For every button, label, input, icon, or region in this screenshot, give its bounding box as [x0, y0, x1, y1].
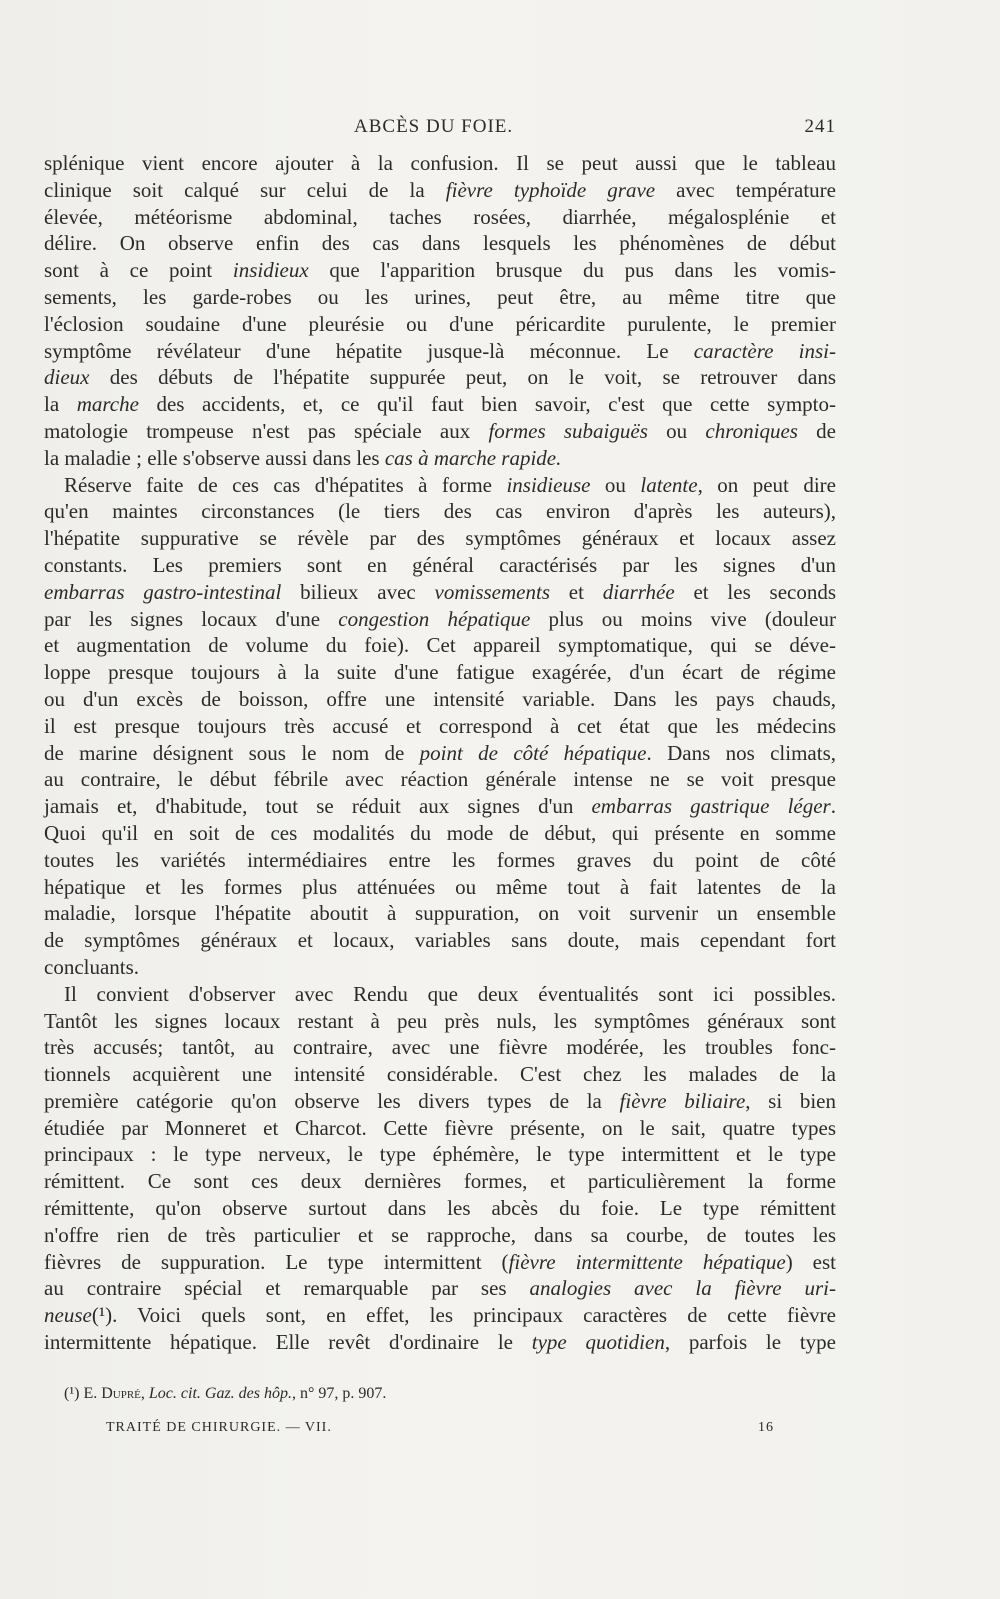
- page-footer: [106, 1420, 774, 1436]
- text-line: [44, 338, 836, 365]
- text-run: de marine désignent sous le nom de: [44, 740, 420, 765]
- text-run: l'hépatite suppurative se révèle par des symptômes généraux et locaux assez: [44, 526, 836, 551]
- running-title: ABCÈS DU FOIE.: [354, 116, 514, 137]
- text-run: la maladie ; elle s'observe aussi dans les: [44, 445, 385, 470]
- text-run: , on peut dire: [697, 472, 837, 497]
- italic-phrase: fièvre intermittente hépatique: [508, 1249, 786, 1274]
- text-run: loppe presque toujours à la suite d'une fatigue exagérée, d'un écart de régime: [44, 660, 836, 685]
- italic-phrase: insidieuse: [506, 472, 591, 497]
- text-run: au contraire, le début fébrile avec réaction générale intense ne se voit presque: [44, 767, 836, 792]
- body-text: [44, 150, 836, 1356]
- text-line: [44, 418, 836, 445]
- text-line: [44, 686, 836, 713]
- footnote-mark: (¹): [64, 1385, 80, 1402]
- text-run: . Dans nos climats,: [646, 740, 836, 765]
- page-header: [44, 116, 836, 138]
- text-line: [44, 1275, 836, 1302]
- text-run: rémittente, qu'on observe surtout dans les abcès du foie. Le type rémittent: [44, 1196, 836, 1221]
- text-run: élevée, météorisme abdominal, taches rosées, diarrhée, mégalosplénie et: [44, 204, 836, 229]
- text-run: l'éclosion soudaine d'une pleurésie ou d'une péricardite purulente, le premier: [44, 311, 836, 336]
- footnote: [64, 1385, 844, 1403]
- text-run: tionnels acquièrent une intensité considérable. C'est chez les malades de la: [44, 1062, 836, 1087]
- text-line: [44, 847, 836, 874]
- text-run: et augmentation de volume du foie). Cet appareil symptomatique, qui se déve-: [44, 633, 836, 658]
- text-line: [44, 472, 836, 499]
- italic-phrase: dieux: [44, 365, 90, 390]
- text-run: sements, les garde-robes ou les urines, peut être, au même titre que: [44, 284, 836, 309]
- text-run: de: [797, 418, 837, 443]
- text-run: matologie trompeuse n'est pas spéciale aux: [44, 418, 489, 443]
- text-line: [44, 954, 836, 981]
- footnote-reference: Loc. cit. Gaz. des hôp.: [148, 1385, 293, 1402]
- text-line: [44, 391, 836, 418]
- italic-phrase: analogies avec la fièvre uri-: [529, 1276, 836, 1301]
- text-run: par les signes locaux d'une: [44, 606, 339, 631]
- italic-phrase: vomissements: [434, 579, 550, 604]
- text-run: avec température: [655, 177, 836, 202]
- italic-phrase: point de côté hépatique: [419, 740, 647, 765]
- page-number: 241: [804, 116, 836, 137]
- italic-phrase: cas à marche rapide.: [384, 445, 562, 470]
- text-line: [44, 1195, 836, 1222]
- text-run: Il convient d'observer avec Rendu que deux éventualités sont ici possibles.: [64, 981, 836, 1006]
- italic-phrase: embarras gastrique léger: [591, 794, 831, 819]
- italic-phrase: chroniques: [705, 418, 798, 443]
- text-run: que l'apparition brusque du pus dans les vomis-: [308, 258, 836, 283]
- text-line: [44, 1222, 836, 1249]
- text-line: [44, 257, 836, 284]
- text-run: , si bien: [745, 1088, 836, 1113]
- text-line: [44, 445, 836, 472]
- text-line: [44, 498, 836, 525]
- footnote-details: , n° 97, p. 907.: [292, 1385, 387, 1402]
- text-line: [44, 552, 836, 579]
- text-line: [44, 1115, 836, 1142]
- text-line: [44, 1088, 836, 1115]
- text-run: concluants.: [44, 954, 140, 979]
- text-line: [44, 1008, 836, 1035]
- italic-phrase: latente: [640, 472, 698, 497]
- text-run: Quoi qu'il en soit de ces modalités du mode de début, qui présente en somme: [44, 820, 836, 845]
- italic-phrase: fièvre typhoïde grave: [445, 177, 656, 202]
- text-line: [44, 1168, 836, 1195]
- text-run: plus ou moins vive (douleur: [530, 606, 836, 631]
- text-line: [44, 606, 836, 633]
- text-line: [44, 311, 836, 338]
- italic-phrase: diarrhée: [602, 579, 675, 604]
- text-line: [44, 659, 836, 686]
- text-line: [44, 150, 836, 177]
- text-run: de symptômes généraux et locaux, variables sans doute, mais cependant fort: [44, 928, 836, 953]
- text-run: sont à ce point: [44, 258, 233, 283]
- text-line: [44, 204, 836, 231]
- text-run: fièvres de suppuration. Le type intermittent (: [44, 1249, 509, 1274]
- text-run: maladie, lorsque l'hépatite aboutit à suppuration, on voit survenir un ensemble: [44, 901, 836, 926]
- italic-phrase: caractère insi-: [693, 338, 836, 363]
- italic-phrase: neuse: [44, 1303, 92, 1328]
- text-line: [44, 579, 836, 606]
- text-line: [44, 284, 836, 311]
- text-line: [44, 1061, 836, 1088]
- text-run: Réserve faite de ces cas d'hépatites à forme: [64, 472, 507, 497]
- text-line: [44, 1302, 836, 1329]
- text-run: la: [44, 392, 77, 417]
- text-line: [44, 230, 836, 257]
- italic-phrase: marche: [76, 392, 139, 417]
- text-line: [44, 1249, 836, 1276]
- text-run: et les seconds: [674, 579, 837, 604]
- text-line: [44, 927, 836, 954]
- text-line: [44, 1141, 836, 1168]
- text-run: Tantôt les signes locaux restant à peu près nuls, les symptômes généraux sont: [44, 1008, 836, 1033]
- text-run: toutes les variétés intermédiaires entre les formes graves du point de côté: [44, 847, 836, 872]
- text-run: constants. Les premiers sont en général caractérisés par les signes d'un: [44, 552, 836, 577]
- text-line: [44, 981, 836, 1008]
- text-run: au contraire spécial et remarquable par ses: [44, 1276, 530, 1301]
- text-run: et: [550, 579, 603, 604]
- text-run: ou d'un excès de boisson, offre une intensité variable. Dans les pays chauds,: [44, 686, 836, 711]
- signature-number: 16: [758, 1420, 774, 1435]
- text-run: des débuts de l'hépatite suppurée peut, on le voit, se retrouver dans: [89, 365, 836, 390]
- text-run: première catégorie qu'on observe les divers types de la: [44, 1088, 620, 1113]
- text-run: il est presque toujours très accusé et correspond à cet état que les médecins: [44, 713, 836, 738]
- text-run: principaux : le type nerveux, le type éphémère, le type intermittent et le type: [44, 1142, 836, 1167]
- text-run: ou: [647, 418, 706, 443]
- text-run: (¹). Voici quels sont, en effet, les principaux caractères de cette fièvre: [91, 1303, 836, 1328]
- text-line: [44, 364, 836, 391]
- text-run: .: [830, 794, 836, 819]
- footnote-author: E. Dupré,: [83, 1385, 145, 1402]
- italic-phrase: insidieux: [232, 258, 309, 283]
- text-line: [44, 177, 836, 204]
- text-run: clinique soit calqué sur celui de la: [44, 177, 446, 202]
- text-run: , parfois le type: [664, 1330, 837, 1355]
- text-line: [44, 525, 836, 552]
- text-run: très accusés; tantôt, au contraire, avec une fièvre modérée, les troubles fonc-: [44, 1035, 836, 1060]
- italic-phrase: fièvre biliaire: [619, 1088, 746, 1113]
- text-line: [44, 1034, 836, 1061]
- text-line: [44, 713, 836, 740]
- footer-signature: TRAITÉ DE CHIRURGIE. — VII.: [106, 1420, 332, 1435]
- text-line: [44, 793, 836, 820]
- italic-phrase: formes subaiguës: [488, 418, 648, 443]
- text-line: [44, 740, 836, 767]
- text-run: rémittent. Ce sont ces deux dernières formes, et particulièrement la forme: [44, 1169, 836, 1194]
- text-run: qu'en maintes circonstances (le tiers des cas environ d'après les auteurs),: [44, 499, 836, 524]
- italic-phrase: type quotidien: [531, 1330, 665, 1355]
- text-line: [44, 632, 836, 659]
- text-line: [44, 766, 836, 793]
- text-run: splénique vient encore ajouter à la confusion. Il se peut aussi que le tableau: [44, 151, 836, 175]
- text-line: [44, 820, 836, 847]
- text-line: [44, 1329, 836, 1356]
- text-run: jamais et, d'habitude, tout se réduit aux signes d'un: [44, 794, 592, 819]
- italic-phrase: embarras gastro-intestinal: [44, 579, 282, 604]
- text-run: étudiée par Monneret et Charcot. Cette fièvre présente, on le sait, quatre types: [44, 1115, 836, 1140]
- text-run: symptôme révélateur d'une hépatite jusque-là méconnue. Le: [44, 338, 694, 363]
- text-run: délire. On observe enfin des cas dans lesquels les phénomènes de début: [44, 231, 836, 256]
- text-line: [44, 874, 836, 901]
- italic-phrase: congestion hépatique: [338, 606, 531, 631]
- text-run: des accidents, et, ce qu'il faut bien savoir, c'est que cette sympto-: [138, 392, 837, 417]
- text-run: n'offre rien de très particulier et se rapproche, dans sa courbe, de toutes les: [44, 1222, 836, 1247]
- text-run: bilieux avec: [281, 579, 435, 604]
- text-line: [44, 900, 836, 927]
- text-run: intermittente hépatique. Elle revêt d'ordinaire le: [44, 1330, 532, 1355]
- text-run: hépatique et les formes plus atténuées ou même tout à fait latentes de la: [44, 874, 836, 899]
- text-run: ou: [590, 472, 641, 497]
- text-run: ) est: [785, 1249, 836, 1274]
